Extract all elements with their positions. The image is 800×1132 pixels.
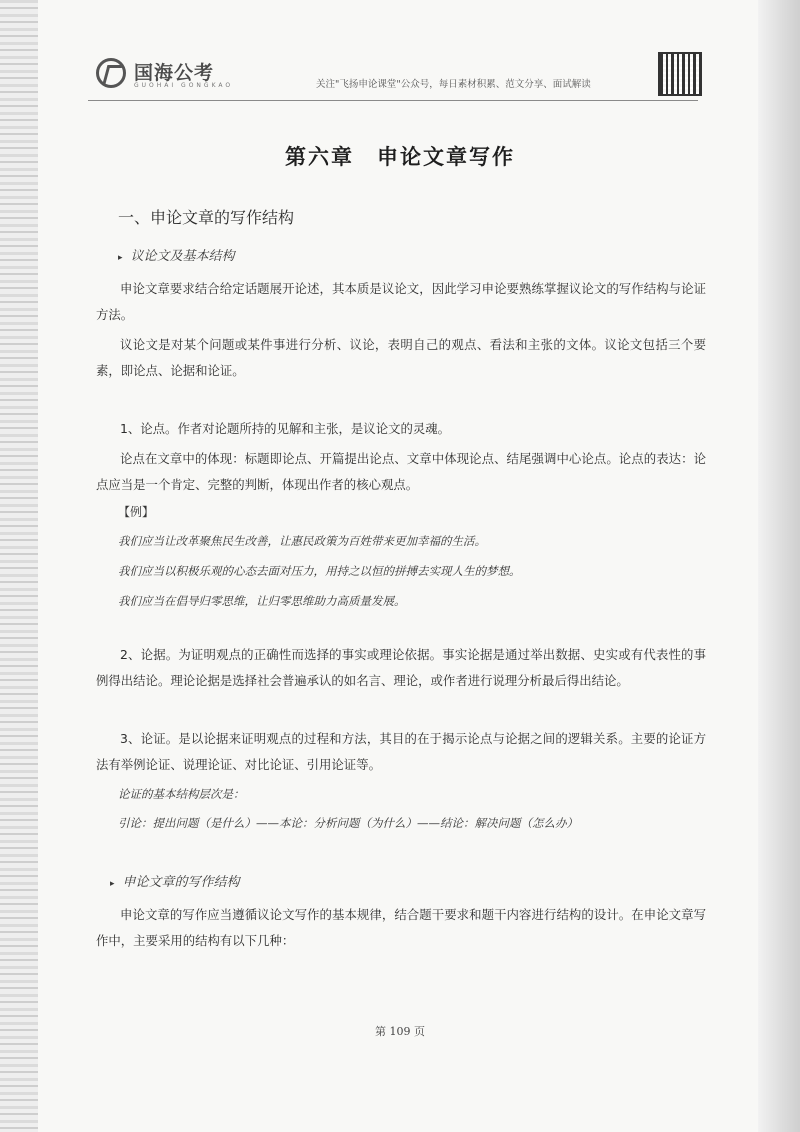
- paragraph-3: 申论文章的写作应当遵循议论文写作的基本规律，结合题干要求和题干内容进行结构的设计。在申论文章写作中，主要采用的结构有以下几种：: [96, 907, 706, 948]
- point-2: 2、论据。为证明观点的正确性而选择的事实或理论依据。事实论据是通过举出数据、史实或有代表性的事例得出结论。理论论据是选择社会普遍承认的如名言、理论，或作者进行说理分析最后得出结论。: [96, 647, 706, 688]
- point-3: 3、论证。是以论据来证明观点的过程和方法，其目的在于揭示论点与论据之间的逻辑关系。主要的论证方法有举例论证、说理论证、对比论证、引用论证等。: [96, 731, 706, 772]
- header-note: 关注"飞扬申论课堂"公众号，每日素材积累、范文分享、面试解读: [316, 79, 591, 90]
- subheading-1-text: 议论文及基本结构: [130, 249, 235, 264]
- paragraph-2: 议论文是对某个问题或某件事进行分析、议论，表明自己的观点、看法和主张的文体。议论文包括三个要素，即论点、论据和论证。: [96, 337, 706, 378]
- subheading-2-text: 申论文章的写作结构: [122, 875, 240, 890]
- page-header: [58, 52, 708, 104]
- brand-name: 国海公考: [134, 62, 215, 84]
- header-divider: [88, 100, 698, 101]
- point-1: 1、论点。作者对论题所持的见解和主张，是议论文的灵魂。: [120, 421, 451, 436]
- bullet-icon: ▸: [110, 879, 115, 889]
- logo-icon: [96, 58, 126, 88]
- example-label: 【例】: [118, 505, 155, 519]
- page-number: 第 109 页: [375, 1025, 425, 1038]
- subheading-1: [118, 245, 235, 264]
- example-3: 我们应当在倡导归零思维，让归零思维助力高质量发展。: [118, 594, 406, 608]
- section-title: 一、申论文章的写作结构: [118, 208, 295, 227]
- subheading-2: [110, 871, 240, 890]
- example-1: 我们应当让改革聚焦民生改善，让惠民政策为百姓带来更加幸福的生活。: [118, 534, 486, 548]
- structure-label: 论证的基本结构层次是：: [118, 787, 245, 801]
- paragraph-1: 申论文章要求结合给定话题展开论述，其本质是议论文，因此学习申论要熟练掌握议论文的写作结构与论证方法。: [96, 281, 706, 322]
- bullet-icon: ▸: [118, 253, 123, 263]
- chapter-title: 第六章 申论文章写作: [285, 145, 515, 169]
- example-2: 我们应当以积极乐观的心态去面对压力，用持之以恒的拼搏去实现人生的梦想。: [118, 564, 521, 578]
- structure-line: 引论：提出问题（是什么）——本论：分析问题（为什么）——结论：解决问题（怎么办）: [118, 816, 578, 830]
- qr-code-icon: [658, 52, 702, 96]
- point-1-detail: 论点在文章中的体现：标题即论点、开篇提出论点、文章中体现论点、结尾强调中心论点。论点的表达：论点应当是一个肯定、完整的判断，体现出作者的核心观点。: [96, 451, 706, 492]
- brand-subtitle: GUOHAI GONGKAO: [134, 82, 234, 89]
